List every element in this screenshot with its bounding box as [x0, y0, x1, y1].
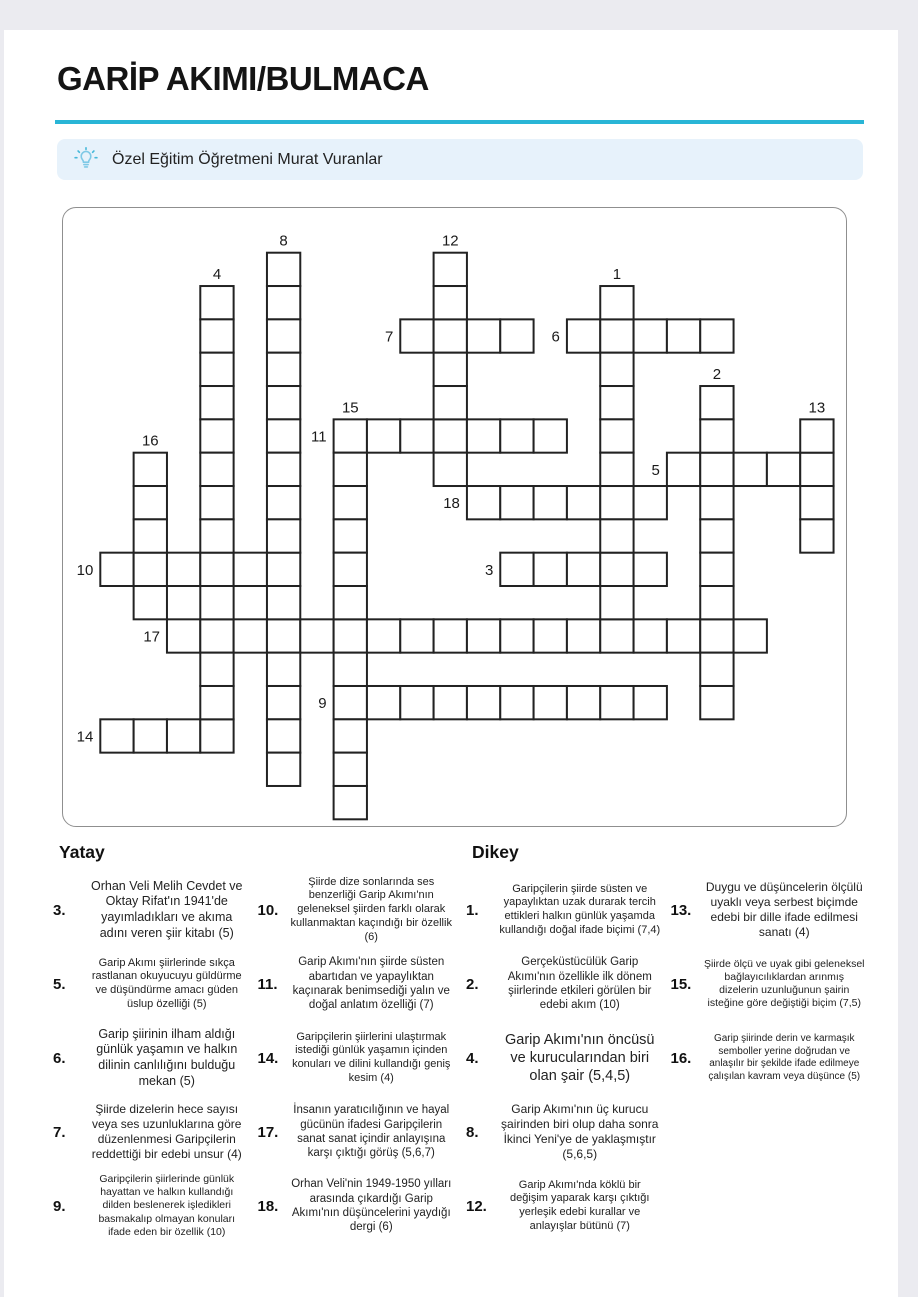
grid-cell[interactable]	[634, 619, 667, 652]
clue-text: Orhan Veli Melih Cevdet ve Oktay Rifat'ın 1941'de yayımladıkları ve akıma adını veren şiir kitabı (5)	[91, 878, 243, 940]
grid-cell[interactable]	[200, 586, 233, 619]
grid-cell[interactable]	[634, 553, 667, 586]
clue-text: Garip Akımı'nda köklü bir değişim yaparak karşı çıktığı yerleşik edebi kurallar ve anlayışlar bütünü (7)	[510, 1178, 650, 1232]
clue-number: 18.	[257, 1197, 279, 1215]
clue-number: 1.	[466, 901, 479, 919]
clue-item-5	[53, 947, 248, 1021]
grid-cell[interactable]	[134, 486, 167, 519]
grid-cell[interactable]	[567, 553, 600, 586]
grid-cell[interactable]	[367, 686, 400, 719]
grid-cell[interactable]	[134, 586, 167, 619]
grid-cell[interactable]	[267, 686, 300, 719]
grid-cell[interactable]	[267, 719, 300, 752]
clue-item-4	[466, 1021, 661, 1095]
grid-cell[interactable]	[500, 619, 533, 652]
grid-cell[interactable]	[567, 486, 600, 519]
grid-cell[interactable]	[134, 519, 167, 552]
clue-item-16	[671, 1021, 866, 1095]
grid-cell[interactable]	[134, 553, 167, 586]
grid-cell[interactable]	[800, 486, 833, 519]
grid-cell[interactable]	[800, 419, 833, 452]
grid-cell[interactable]	[634, 486, 667, 519]
grid-cell[interactable]	[434, 253, 467, 286]
grid-cell[interactable]	[334, 786, 367, 819]
grid-cell[interactable]	[800, 519, 833, 552]
clue-number-label: 5	[651, 461, 660, 479]
grid-cell[interactable]	[200, 553, 233, 586]
clue-number: 13.	[670, 901, 692, 919]
clue-text: Şiirde dizelerin hece sayısı veya ses uzunluklarına göre düzenlenmesi Garipçilerin reddettiği bir edebi unsur (4)	[91, 1102, 242, 1161]
clue-number-label: 12	[441, 232, 459, 250]
grid-cell[interactable]	[234, 619, 267, 652]
clue-number: 14.	[257, 1049, 279, 1067]
clue-number-label: 15	[341, 399, 359, 417]
clue-item-15	[671, 947, 866, 1021]
grid-cell[interactable]	[334, 553, 367, 586]
content-card	[4, 30, 898, 1297]
grid-cell[interactable]	[534, 686, 567, 719]
clue-number-label: 18	[443, 495, 460, 513]
grid-cell[interactable]	[467, 619, 500, 652]
grid-cell[interactable]	[600, 619, 633, 652]
grid-cell[interactable]	[667, 319, 700, 352]
grid-cell[interactable]	[200, 719, 233, 752]
crossword-card	[62, 207, 847, 827]
clue-number: 10.	[257, 901, 279, 919]
clue-item-13	[671, 873, 866, 947]
clue-text: Garip Akımı'nın öncüsü ve kurucularından biri olan şair (5,4,5)	[505, 1031, 655, 1085]
grid-cell[interactable]	[634, 686, 667, 719]
grid-cell[interactable]	[500, 486, 533, 519]
grid-cell[interactable]	[467, 419, 500, 452]
clue-number-label: 8	[279, 232, 288, 250]
grid-cell[interactable]	[167, 719, 200, 752]
grid-cell[interactable]	[334, 753, 367, 786]
grid-cell[interactable]	[200, 286, 233, 319]
grid-cell[interactable]	[400, 419, 433, 452]
grid-cell[interactable]	[100, 553, 133, 586]
grid-cell[interactable]	[434, 353, 467, 386]
grid-cell[interactable]	[334, 486, 367, 519]
grid-cell[interactable]	[267, 419, 300, 452]
grid-cell[interactable]	[267, 519, 300, 552]
grid-cell[interactable]	[600, 353, 633, 386]
grid-cell[interactable]	[167, 619, 200, 652]
clue-text: Garipçilerin şiirlerini ulaştırmak istediği günlük yaşamın içinden konuları ve dilini kullandığı geniş kesim (4)	[292, 1030, 451, 1084]
clue-number-label: 2	[712, 366, 722, 383]
clue-item-9	[53, 1169, 248, 1243]
clue-number: 7.	[53, 1123, 66, 1141]
down-heading: Dikey	[472, 842, 519, 862]
grid-cell[interactable]	[600, 453, 633, 486]
grid-cell[interactable]	[767, 453, 800, 486]
page-title: GARİP AKIMI/BULMACA	[57, 60, 429, 97]
grid-cell[interactable]	[600, 586, 633, 619]
grid-cell[interactable]	[334, 453, 367, 486]
clue-item-3	[53, 873, 248, 947]
grid-cell[interactable]	[267, 353, 300, 386]
grid-cell[interactable]	[467, 486, 500, 519]
clue-number-label: 1	[612, 266, 622, 283]
clue-text: Orhan Veli'nin 1949-1950 yılları arasında çıkardığı Garip Akımı'nın düşüncelerini yaydığı dergi (6)	[291, 1178, 452, 1234]
grid-cell[interactable]	[567, 319, 600, 352]
crossword-grid[interactable]	[63, 208, 846, 826]
clue-text: İnsanın yaratıcılığının ve hayal gücünün ifadesi Garipçilerin sanat sanat içindir anlayışına karşı çıktığı görüş (5,6,7)	[293, 1104, 450, 1160]
grid-cell[interactable]	[167, 553, 200, 586]
grid-cell[interactable]	[434, 619, 467, 652]
grid-cell[interactable]	[500, 419, 533, 452]
grid-cell[interactable]	[434, 419, 467, 452]
grid-cell[interactable]	[700, 686, 733, 719]
grid-cell[interactable]	[634, 319, 667, 352]
grid-cell[interactable]	[500, 319, 533, 352]
clue-item-14	[258, 1021, 453, 1095]
grid-cell[interactable]	[700, 453, 733, 486]
clue-number-label: 13	[808, 399, 826, 417]
clue-number: 11.	[257, 975, 278, 993]
down-section	[466, 842, 865, 1243]
grid-cell[interactable]	[700, 586, 733, 619]
clue-number: 15.	[670, 975, 692, 993]
grid-cell[interactable]	[334, 419, 367, 452]
grid-cell[interactable]	[500, 553, 533, 586]
grid-cell[interactable]	[434, 686, 467, 719]
grid-cell[interactable]	[467, 319, 500, 352]
clue-number-label: 16	[141, 432, 159, 450]
grid-cell[interactable]	[200, 353, 233, 386]
author-name: Özel Eğitim Öğretmeni Murat Vuranlar	[112, 150, 383, 168]
grid-cell[interactable]	[700, 419, 733, 452]
grid-cell[interactable]	[700, 619, 733, 652]
clue-item-2	[466, 947, 661, 1021]
clue-text: Şiirde dize sonlarında ses benzerliği Garip Akımı'nın geleneksel şiirden farklı olarak kullanmaktan kaçındığı bir özellik (6)	[290, 875, 452, 943]
clue-text: Garip Akımı şiirlerinde sıkça rastlanan okuyucuyu güldürme ve düşündürme amacı güden üslup özelliği (5)	[91, 956, 242, 1010]
grid-cell[interactable]	[267, 253, 300, 286]
clue-number: 9.	[53, 1197, 66, 1215]
grid-cell[interactable]	[734, 619, 767, 652]
clue-number: 3.	[53, 901, 66, 919]
grid-cell[interactable]	[600, 486, 633, 519]
grid-cell[interactable]	[200, 419, 233, 452]
grid-cell[interactable]	[267, 753, 300, 786]
grid-cell[interactable]	[334, 719, 367, 752]
grid-cell[interactable]	[200, 519, 233, 552]
grid-cell[interactable]	[467, 686, 500, 719]
grid-cell[interactable]	[367, 419, 400, 452]
lightbulb-icon	[73, 146, 99, 173]
grid-cell[interactable]	[667, 453, 700, 486]
across-heading: Yatay	[59, 842, 105, 862]
grid-cell[interactable]	[200, 653, 233, 686]
title-divider	[55, 120, 864, 124]
clue-number: 12.	[466, 1197, 487, 1215]
grid-cell[interactable]	[300, 619, 333, 652]
grid-cell[interactable]	[267, 319, 300, 352]
grid-cell[interactable]	[100, 719, 133, 752]
clue-number-label: 4	[212, 266, 222, 283]
grid-cell[interactable]	[400, 619, 433, 652]
grid-cell[interactable]	[267, 619, 300, 652]
grid-cell[interactable]	[700, 653, 733, 686]
clues-area	[53, 842, 865, 1243]
grid-cell[interactable]	[267, 286, 300, 319]
grid-cell[interactable]	[134, 719, 167, 752]
grid-cell[interactable]	[434, 286, 467, 319]
clue-number-label: 7	[384, 328, 394, 346]
grid-cell[interactable]	[334, 519, 367, 552]
grid-cell[interactable]	[600, 419, 633, 452]
grid-cell[interactable]	[267, 586, 300, 619]
grid-cell[interactable]	[267, 386, 300, 419]
clue-number-label: 9	[318, 695, 327, 713]
clue-number: 17.	[257, 1123, 279, 1141]
grid-cell[interactable]	[534, 419, 567, 452]
grid-cell[interactable]	[600, 686, 633, 719]
grid-cell[interactable]	[434, 386, 467, 419]
grid-cell[interactable]	[700, 319, 733, 352]
grid-cell[interactable]	[334, 586, 367, 619]
grid-cell[interactable]	[200, 486, 233, 519]
grid-cell[interactable]	[600, 286, 633, 319]
grid-cell[interactable]	[534, 619, 567, 652]
clue-item-12	[466, 1169, 661, 1243]
clue-item-7	[53, 1095, 248, 1169]
grid-cell[interactable]	[500, 686, 533, 719]
grid-cell[interactable]	[567, 686, 600, 719]
grid-cell[interactable]	[200, 319, 233, 352]
grid-cell[interactable]	[134, 453, 167, 486]
grid-cell[interactable]	[567, 619, 600, 652]
clue-number: 8.	[466, 1123, 479, 1141]
grid-cell[interactable]	[434, 453, 467, 486]
clue-item-8	[466, 1095, 661, 1169]
grid-cell[interactable]	[267, 553, 300, 586]
clue-text: Gerçeküstücülük Garip Akımı'nın özellikle ilk dönem şiirlerinde etkileri görülen bir edebi akım (10)	[507, 956, 652, 1012]
grid-cell[interactable]	[334, 619, 367, 652]
clue-text: Garip şiirinde derin ve karmaşık semboller yerine doğrudan ve anlaşılır bir şekilde ifade edilmeye çalışılan kavram veya düşünce (5)	[708, 1033, 861, 1082]
grid-cell[interactable]	[700, 519, 733, 552]
clue-number: 4.	[466, 1049, 479, 1067]
grid-cell[interactable]	[700, 486, 733, 519]
clue-item-18	[258, 1169, 453, 1243]
clue-text: Garip şiirinin ilham aldığı günlük yaşamın ve halkın dilinin canlılığını bulduğu mekan (5)	[96, 1026, 238, 1088]
clue-text: Garip Akımı'nın üç kurucu şairinden biri olup daha sonra İkinci Yeni'ye de yaklaşmıştır (5,6,5)	[501, 1102, 659, 1161]
grid-cell[interactable]	[200, 386, 233, 419]
grid-cell[interactable]	[534, 553, 567, 586]
across-clue-list	[53, 873, 452, 1243]
grid-cell[interactable]	[267, 486, 300, 519]
clue-text: Duygu ve düşüncelerin ölçülü uyaklı veya serbest biçimde edebi bir dille ifade edilmesi sanatı (4)	[705, 880, 863, 939]
grid-cell[interactable]	[334, 653, 367, 686]
clue-item-17	[258, 1095, 453, 1169]
clue-item-1	[466, 873, 661, 947]
grid-cell[interactable]	[367, 619, 400, 652]
grid-cell[interactable]	[534, 486, 567, 519]
clue-item-6	[53, 1021, 248, 1095]
clue-number-label: 14	[76, 728, 94, 746]
grid-cell[interactable]	[700, 386, 733, 419]
grid-cell[interactable]	[600, 553, 633, 586]
grid-cell[interactable]	[800, 453, 833, 486]
clue-text: Garipçilerin şiirde süsten ve yapaylıktan uzak durarak tercih ettikleri halkın günlük yaşamda kullandığı doğal ifade biçimi (7,4)	[499, 882, 661, 936]
clue-text: Garip Akımı'nın şiirde süsten abartıdan ve yapaylıktan kaçınarak benimsediği yalın ve doğal anlatım özelliği (7)	[292, 956, 450, 1012]
clue-number: 5.	[53, 975, 66, 993]
author-banner	[57, 139, 863, 180]
grid-cell[interactable]	[400, 686, 433, 719]
clue-number-label: 6	[551, 328, 560, 346]
clue-number-label: 3	[484, 561, 494, 579]
grid-cell[interactable]	[600, 319, 633, 352]
grid-cell[interactable]	[234, 553, 267, 586]
grid-cell[interactable]	[267, 453, 300, 486]
grid-cell[interactable]	[600, 519, 633, 552]
clue-text: Garipçilerin şiirlerinde günlük hayattan ve halkın kullandığı dilden beslenerek işledikleri basmakalıp olmayan konuları ifade eden bir özellik (10)	[98, 1173, 236, 1238]
grid-cell[interactable]	[200, 619, 233, 652]
grid-cell[interactable]	[267, 653, 300, 686]
clue-number: 2.	[466, 975, 479, 993]
grid-cell[interactable]	[400, 319, 433, 352]
grid-cell[interactable]	[600, 386, 633, 419]
grid-cell[interactable]	[334, 686, 367, 719]
clue-number: 6.	[53, 1049, 66, 1067]
clue-number-label: 17	[143, 628, 160, 646]
clue-number-label: 10	[76, 561, 94, 579]
grid-cell[interactable]	[200, 453, 233, 486]
grid-cell[interactable]	[434, 319, 467, 352]
down-clue-list	[466, 873, 865, 1243]
grid-cell[interactable]	[734, 453, 767, 486]
across-section	[53, 842, 452, 1243]
grid-cell[interactable]	[700, 553, 733, 586]
clue-item-11	[258, 947, 453, 1021]
clue-item-10	[258, 873, 453, 947]
grid-cell[interactable]	[667, 619, 700, 652]
clue-text: Şiirde ölçü ve uyak gibi geleneksel bağlayıcılıklardan arınmış dizelerin uzunluğunun şairin isteğine göre değiştiği biçim (7,5)	[703, 957, 865, 1010]
clue-number-label: 11	[311, 428, 327, 446]
clue-number: 16.	[670, 1049, 692, 1067]
grid-cell[interactable]	[200, 686, 233, 719]
